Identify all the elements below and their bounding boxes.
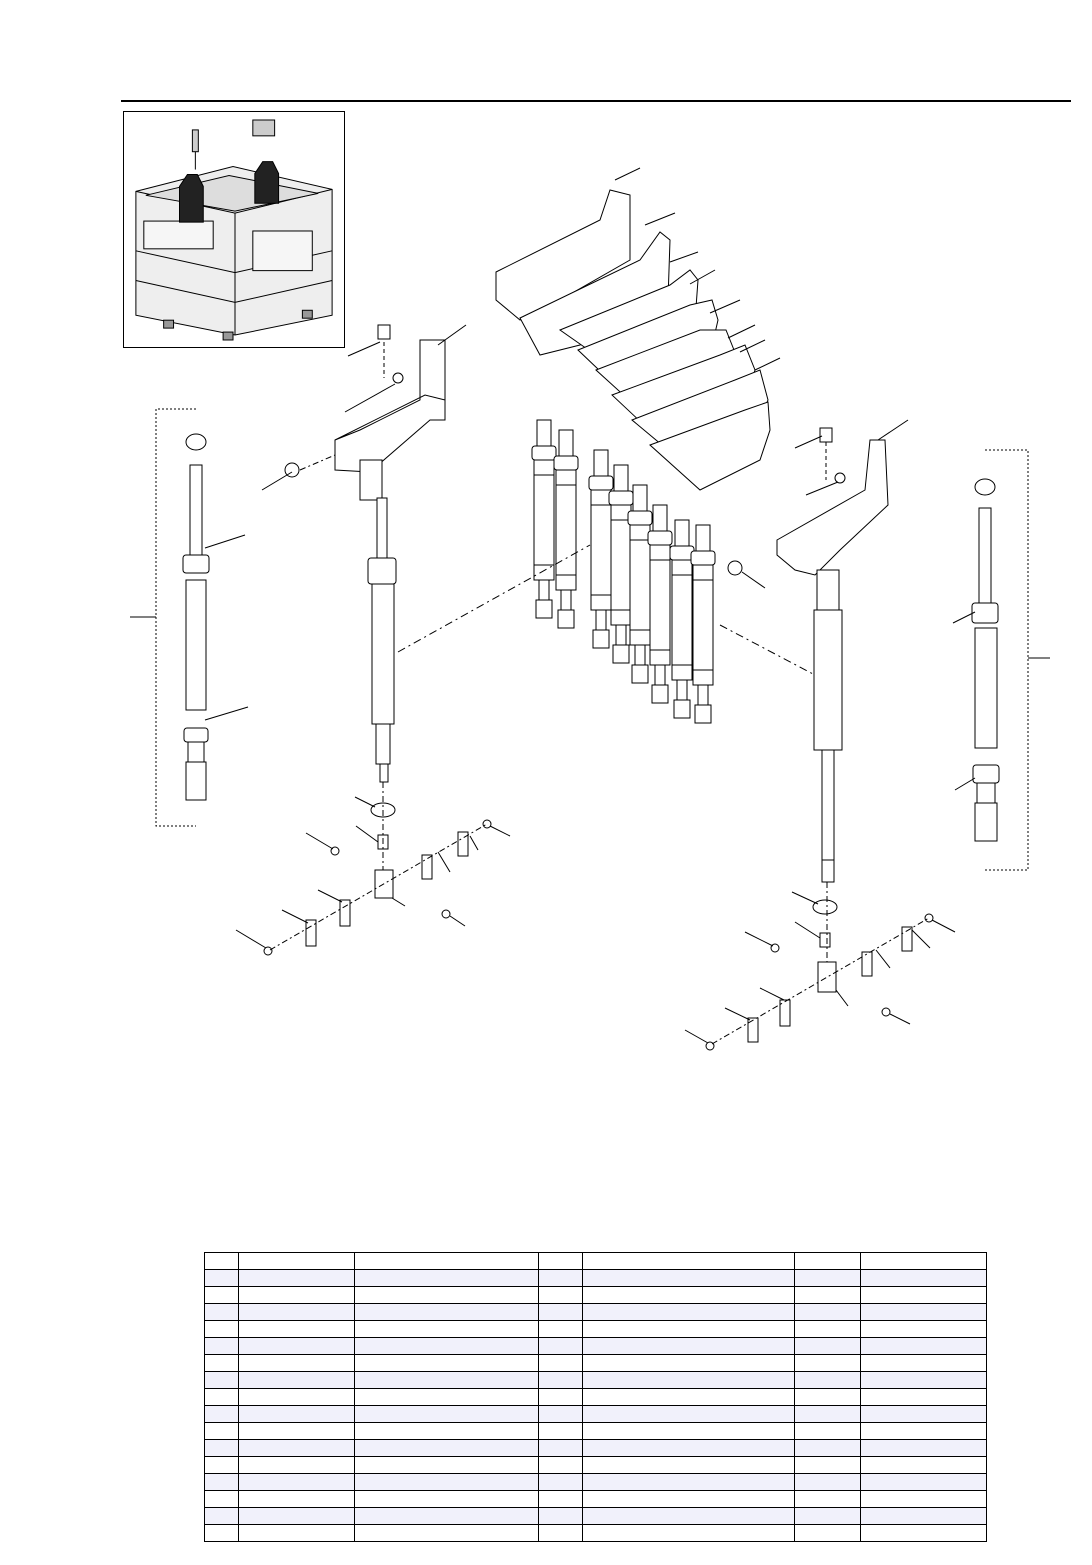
table-cell — [861, 1321, 987, 1338]
left-spare-shaft — [183, 434, 248, 800]
table-cell — [239, 1525, 355, 1542]
table-cell — [239, 1304, 355, 1321]
parts-list-table — [204, 1252, 987, 1542]
table-cell — [355, 1338, 539, 1355]
table-cell — [795, 1406, 861, 1423]
table-cell — [539, 1270, 583, 1287]
table-cell — [795, 1270, 861, 1287]
table-cell — [861, 1338, 987, 1355]
table-cell — [583, 1440, 795, 1457]
table-row — [205, 1287, 987, 1304]
table-cell — [861, 1270, 987, 1287]
column-header — [355, 1253, 539, 1270]
right-spare-shaft — [953, 479, 999, 841]
table-cell — [539, 1491, 583, 1508]
table-cell — [583, 1474, 795, 1491]
table-cell — [861, 1491, 987, 1508]
table-cell — [239, 1474, 355, 1491]
table-cell — [539, 1372, 583, 1389]
table-row — [205, 1304, 987, 1321]
table-cell — [795, 1491, 861, 1508]
table-cell — [795, 1372, 861, 1389]
table-cell — [795, 1338, 861, 1355]
table-cell — [795, 1355, 861, 1372]
table-row — [205, 1423, 987, 1440]
table-cell — [205, 1338, 239, 1355]
table-row — [205, 1525, 987, 1542]
table-cell — [205, 1270, 239, 1287]
column-header — [205, 1253, 239, 1270]
table-cell — [205, 1406, 239, 1423]
table-cell — [355, 1270, 539, 1287]
table-row — [205, 1372, 987, 1389]
left-nozzle-parts — [236, 782, 510, 955]
table-cell — [239, 1389, 355, 1406]
table-row — [205, 1474, 987, 1491]
right-head-holder — [728, 420, 908, 882]
table-cell — [583, 1304, 795, 1321]
table-cell — [539, 1423, 583, 1440]
column-header — [861, 1253, 987, 1270]
table-cell — [355, 1508, 539, 1525]
table-cell — [795, 1304, 861, 1321]
table-cell — [583, 1287, 795, 1304]
table-cell — [795, 1457, 861, 1474]
table-cell — [355, 1304, 539, 1321]
table-cell — [861, 1389, 987, 1406]
table-cell — [355, 1491, 539, 1508]
column-header — [795, 1253, 861, 1270]
table-cell — [539, 1287, 583, 1304]
table-cell — [583, 1355, 795, 1372]
table-cell — [539, 1525, 583, 1542]
table-cell — [355, 1457, 539, 1474]
table-cell — [539, 1457, 583, 1474]
table-cell — [861, 1457, 987, 1474]
table-cell — [583, 1525, 795, 1542]
table-row — [205, 1389, 987, 1406]
table-cell — [239, 1406, 355, 1423]
table-row — [205, 1440, 987, 1457]
table-cell — [795, 1389, 861, 1406]
table-cell — [205, 1423, 239, 1440]
table-row — [205, 1491, 987, 1508]
left-head-holder — [262, 325, 466, 782]
table-cell — [795, 1287, 861, 1304]
table-cell — [239, 1355, 355, 1372]
table-cell — [583, 1321, 795, 1338]
table-cell — [795, 1423, 861, 1440]
table-cell — [239, 1338, 355, 1355]
table-cell — [205, 1508, 239, 1525]
table-cell — [861, 1287, 987, 1304]
table-cell — [355, 1287, 539, 1304]
parts-list-body — [205, 1270, 987, 1542]
table-cell — [795, 1321, 861, 1338]
table-cell — [239, 1423, 355, 1440]
table-cell — [861, 1508, 987, 1525]
table-cell — [355, 1372, 539, 1389]
table-cell — [355, 1321, 539, 1338]
table-cell — [795, 1440, 861, 1457]
table-cell — [239, 1457, 355, 1474]
table-cell — [583, 1508, 795, 1525]
table-cell — [583, 1491, 795, 1508]
table-cell — [861, 1355, 987, 1372]
table-cell — [583, 1389, 795, 1406]
table-cell — [205, 1525, 239, 1542]
table-cell — [861, 1525, 987, 1542]
table-cell — [795, 1508, 861, 1525]
table-cell — [205, 1440, 239, 1457]
column-header — [583, 1253, 795, 1270]
table-cell — [861, 1474, 987, 1491]
table-cell — [539, 1508, 583, 1525]
table-cell — [355, 1440, 539, 1457]
table-row — [205, 1355, 987, 1372]
table-cell — [355, 1389, 539, 1406]
table-row — [205, 1406, 987, 1423]
table-cell — [861, 1440, 987, 1457]
table-cell — [239, 1287, 355, 1304]
table-cell — [583, 1423, 795, 1440]
table-cell — [539, 1304, 583, 1321]
table-cell — [861, 1372, 987, 1389]
table-cell — [539, 1406, 583, 1423]
table-cell — [205, 1389, 239, 1406]
table-cell — [583, 1457, 795, 1474]
table-cell — [239, 1440, 355, 1457]
table-row — [205, 1508, 987, 1525]
table-cell — [861, 1304, 987, 1321]
table-cell — [355, 1406, 539, 1423]
table-cell — [539, 1338, 583, 1355]
table-cell — [239, 1508, 355, 1525]
table-cell — [205, 1474, 239, 1491]
table-row — [205, 1338, 987, 1355]
table-cell — [355, 1423, 539, 1440]
table-cell — [583, 1270, 795, 1287]
table-header-row — [205, 1253, 987, 1270]
table-cell — [795, 1474, 861, 1491]
table-cell — [861, 1423, 987, 1440]
table-cell — [355, 1525, 539, 1542]
table-cell — [355, 1474, 539, 1491]
table-row — [205, 1321, 987, 1338]
table-row — [205, 1457, 987, 1474]
table-cell — [205, 1372, 239, 1389]
table-cell — [539, 1389, 583, 1406]
table-cell — [861, 1406, 987, 1423]
table-cell — [239, 1372, 355, 1389]
table-cell — [239, 1321, 355, 1338]
table-cell — [205, 1491, 239, 1508]
table-cell — [539, 1440, 583, 1457]
table-cell — [583, 1406, 795, 1423]
table-cell — [205, 1457, 239, 1474]
table-cell — [205, 1287, 239, 1304]
table-cell — [539, 1355, 583, 1372]
table-cell — [583, 1372, 795, 1389]
center-head-array — [398, 168, 815, 723]
table-cell — [795, 1525, 861, 1542]
table-cell — [355, 1355, 539, 1372]
table-cell — [205, 1321, 239, 1338]
table-cell — [239, 1491, 355, 1508]
column-header — [239, 1253, 355, 1270]
table-cell — [205, 1355, 239, 1372]
table-cell — [205, 1304, 239, 1321]
column-header — [539, 1253, 583, 1270]
right-nozzle-parts — [685, 882, 955, 1050]
table-cell — [539, 1321, 583, 1338]
table-cell — [539, 1474, 583, 1491]
table-cell — [583, 1338, 795, 1355]
table-cell — [239, 1270, 355, 1287]
table-row — [205, 1270, 987, 1287]
